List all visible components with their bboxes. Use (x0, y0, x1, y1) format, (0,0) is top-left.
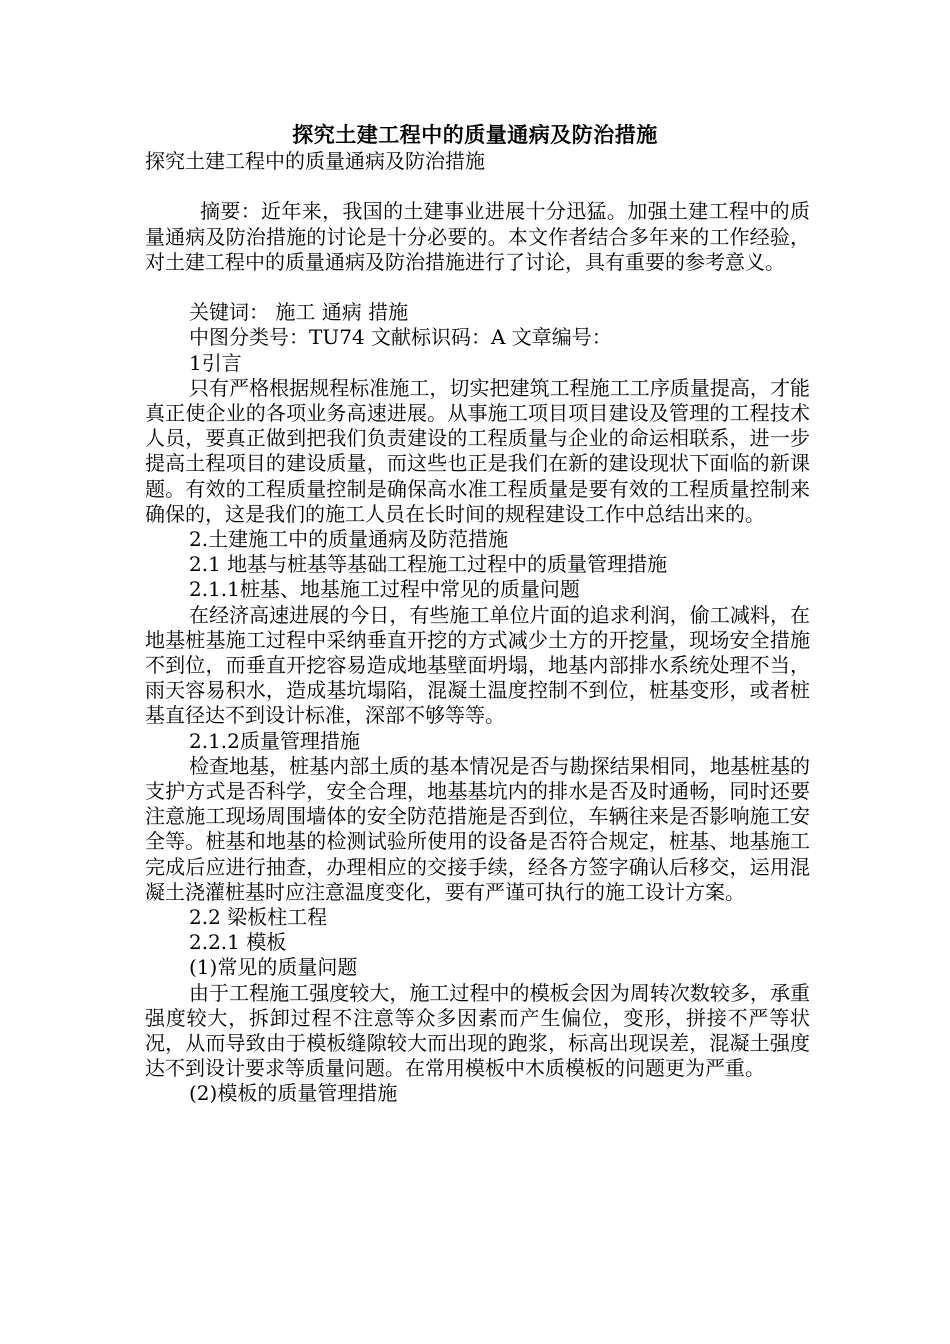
section-heading: 2.1 地基与桩基等基础工程施工过程中的质量管理措施 (189, 552, 668, 577)
section-heading: 1引言 (189, 350, 242, 375)
blank-line (145, 275, 810, 300)
classification-line: 中图分类号：TU74 文献标识码：A 文章编号： (189, 325, 612, 350)
keywords-line: 关键词： 施工 通病 措施 (189, 300, 409, 325)
blank-line (145, 174, 810, 199)
section-paragraph: 检查地基，桩基内部土质的基本情况是否与勘探结果相同，地基桩基的支护方式是否科学，安全合理，地基基坑内的排水是否及时通畅，同时还要注意施工现场周围墙体的安全防范措施是否到位，车辆往来是否影响施工安全等。桩基和地基的检测试验所使用的设备是否符合规定，桩基、地基施工完成后应进行抽查，办理相应的交接手续，经各方签字确认后移交，运用混凝土浇灌桩基时应注意温度变化，要有严谨可执行的施工设计方案。 (145, 753, 810, 904)
section-paragraph: 只有严格根据规程标准施工，切实把建筑工程施工工序质量提高，才能真正使企业的各项业务高速进展。从事施工项目项目建设及管理的工程技术人员，要真正做到把我们负责建设的工程质量与企业的命运相联系，进一步提高土程项目的建设质量，而这些也正是我们在新的建设现状下面临的新课题。有效的工程质量控制是确保高水准工程质量是要有效的工程质量控制来确保的，这是我们的施工人员在长时间的规程建设工作中总结出来的。 (145, 375, 810, 526)
document-title: 探究土建工程中的质量通病及防治措施 (292, 122, 658, 147)
document-subtitle: 探究土建工程中的质量通病及防治措施 (145, 149, 485, 173)
section-heading: (2)模板的质量管理措施 (189, 1081, 398, 1106)
section-heading: (1)常见的质量问题 (189, 955, 358, 980)
section-heading: 2.2.1 模板 (189, 930, 287, 955)
section-heading: 2.2 梁板柱工程 (189, 905, 328, 930)
section-heading: 2.1.1桩基、地基施工过程中常见的质量问题 (189, 577, 580, 602)
section-heading: 2.土建施工中的质量通病及防范措施 (189, 527, 509, 552)
document-body (145, 149, 810, 1107)
section-paragraph: 由于工程施工强度较大，施工过程中的模板会因为周转次数较多，承重强度较大，拆卸过程不注意等众多因素而产生偏位，变形，拼接不严等状况，从而导致由于模板缝隙较大而出现的跑浆，标高出现误差，混凝土强度达不到设计要求等质量问题。在常用模板中木质模板的问题更为严重。 (145, 980, 810, 1081)
section-heading: 2.1.2质量管理措施 (189, 728, 360, 753)
section-paragraph: 在经济高速进展的今日，有些施工单位片面的追求利润，偷工减料，在地基桩基施工过程中采纳垂直开挖的方式减少土方的开挖量，现场安全措施不到位，而垂直开挖容易造成地基壁面坍塌，地基内部排水系统处理不当，雨天容易积水，造成基坑塌陷，混凝土温度控制不到位，桩基变形，或者桩基直径达不到设计标准，深部不够等等。 (145, 602, 810, 728)
abstract-paragraph: 摘要：近年来，我国的土建事业进展十分迅猛。加强土建工程中的质量通病及防治措施的讨论是十分必要的。本文作者结合多年来的工作经验，对土建工程中的质量通病及防治措施进行了讨论，具有重要的参考意义。 (145, 199, 810, 274)
